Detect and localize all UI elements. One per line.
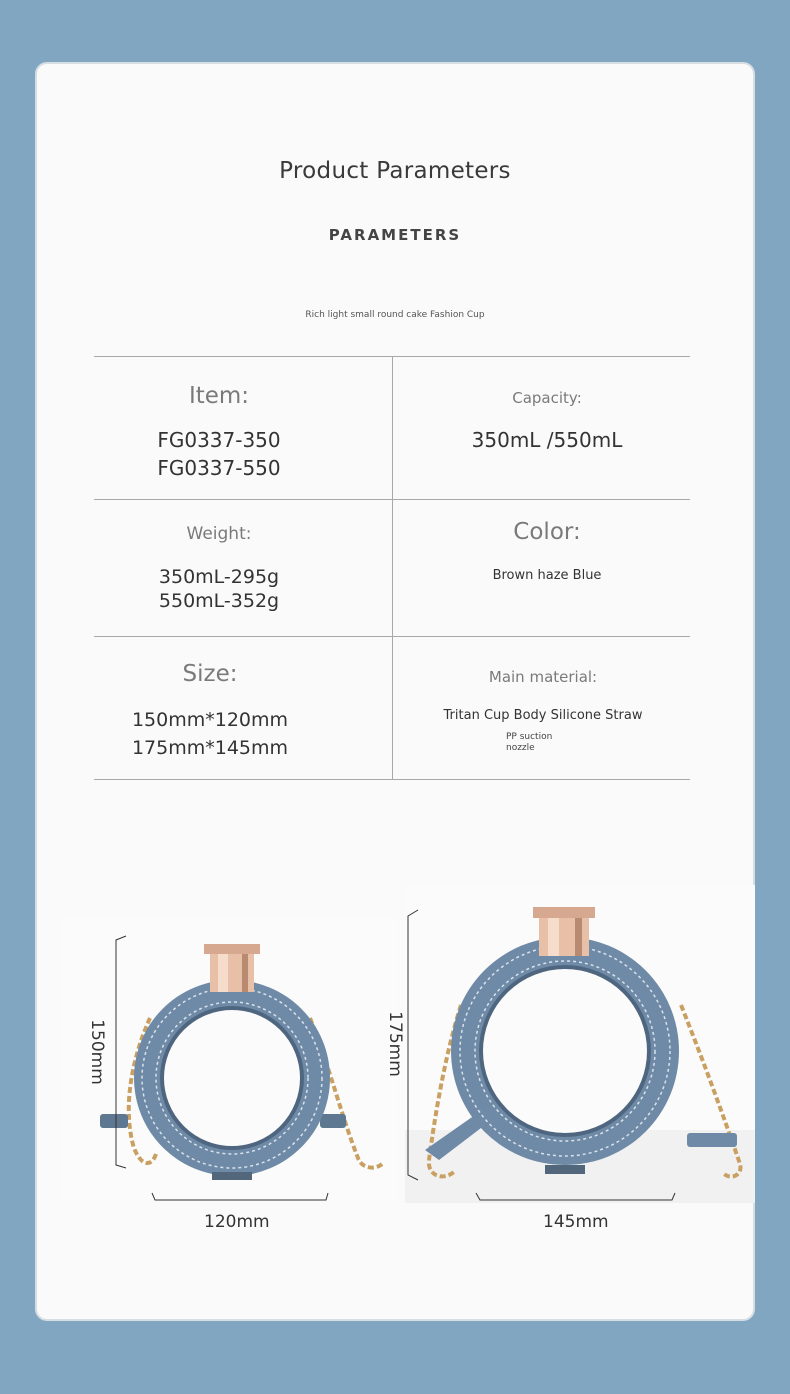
weight-label: Weight: xyxy=(186,524,252,544)
item-value-1: FG0337-350 xyxy=(157,428,281,452)
section-subtitle: PARAMETERS xyxy=(328,226,462,244)
capacity-value: 350mL /550mL xyxy=(471,428,623,452)
item-label: Item: xyxy=(188,383,250,409)
large-height-label: 175mm xyxy=(384,1011,405,1077)
small-width-label: 120mm xyxy=(204,1212,270,1232)
material-label: Main material: xyxy=(488,668,598,686)
capacity-label: Capacity: xyxy=(512,389,582,407)
color-value: Brown haze Blue xyxy=(492,568,602,583)
size-value-1: 150mm*120mm xyxy=(131,709,289,731)
weight-value-1: 350mL-295g xyxy=(158,566,280,588)
weight-value-2: 550mL-352g xyxy=(158,590,280,612)
large-width-label: 145mm xyxy=(543,1212,609,1232)
small-height-label: 150mm xyxy=(86,1019,107,1085)
size-value-2: 175mm*145mm xyxy=(131,737,289,759)
product-tagline: Rich light small round cake Fashion Cup xyxy=(305,310,485,320)
material-value: Tritan Cup Body Silicone Straw xyxy=(443,708,643,723)
page-title: Product Parameters xyxy=(279,158,511,184)
material-extra-1: PP suction xyxy=(506,732,553,742)
material-extra-2: nozzle xyxy=(506,743,535,753)
size-label: Size: xyxy=(182,661,238,687)
color-label: Color: xyxy=(513,519,581,545)
item-value-2: FG0337-550 xyxy=(157,456,281,480)
